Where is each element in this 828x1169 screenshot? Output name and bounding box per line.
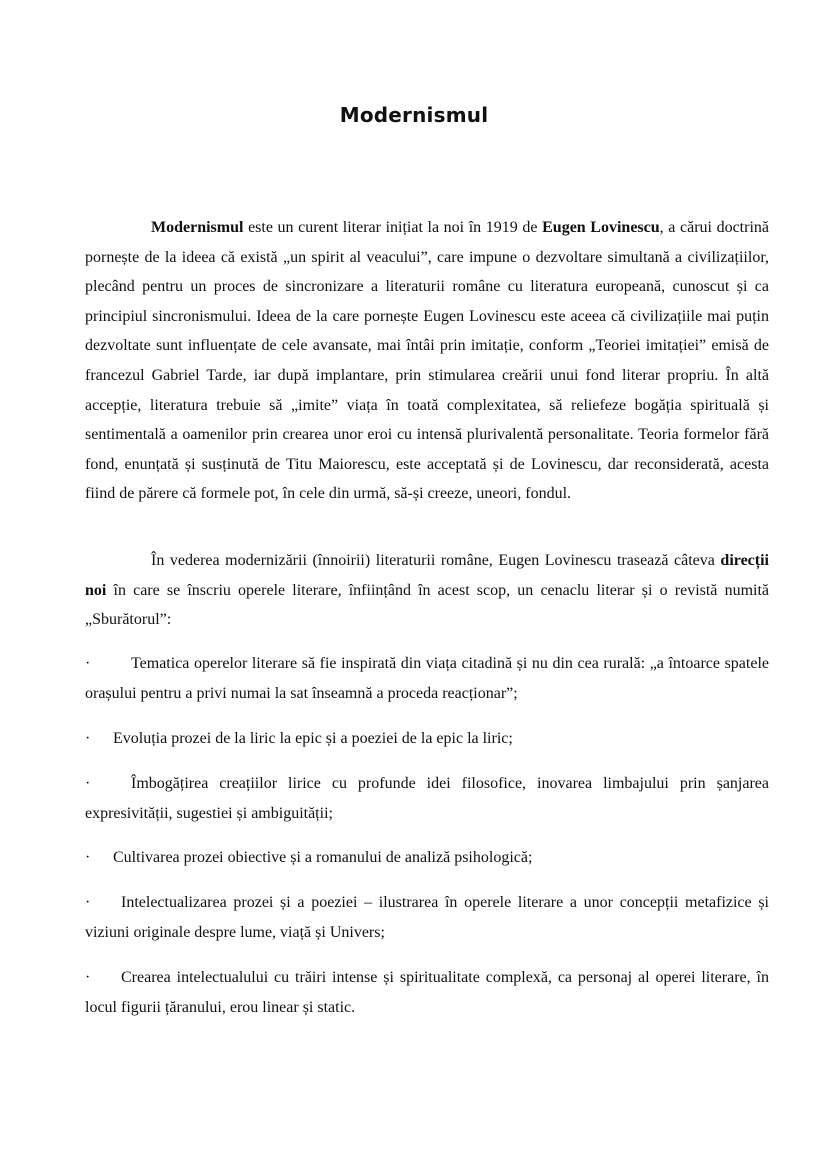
bullet-icon: · [85,969,91,986]
bold-term-directii-noi: direcții noi [85,552,769,599]
list-item [85,963,769,1022]
paragraph-text: , a cărui doctrină pornește de la ideea că există „un spirit al veacului”, care impune o dezvoltare simultană a civilizațiilor, plecând pentru un proces de sincronizare a literaturii române cu literatura europeană, cunoscut și ca principiul sincronismului. Ideea de la care pornește Eugen Lovinescu este aceea că civilizațiile mai puțin dezvoltate sunt influențate de cele avansate, mai întâi prin imitație, conform „Teoriei imitației” emisă de francezul Gabriel Tarde, iar după implantare, prin stimularea creării unui fond literar propriu. În altă accepție, literatura trebuie să „imite” viața în toată complexitatea, să reliefeze bogăția spirituală și sentimentală a oamenilor prin crearea unor eroi cu intensă plurivalentă personalitate. Teoria formelor fără fond, enunțată și susținută de Titu Maiorescu, este acceptată și de Lovinescu, dar reconsiderată, acesta fiind de părere că formele pot, în cele din urmă, să-și creeze, uneori, fondul. [85,219,769,503]
paragraph-text: În vederea modernizării (înnoirii) literaturii române, Eugen Lovinescu trasează câteva [151,552,721,569]
paragraph-intro [85,213,769,509]
bold-name-lovinescu: Eugen Lovinescu [542,219,660,236]
list-item [85,888,769,947]
list-item-text: Îmbogățirea creațiilor lirice cu profunde idei filosofice, inovarea limbajului prin șanjarea expresivității, sugestiei și ambiguității; [85,775,769,822]
paragraph-text: este un curent literar inițiat la noi în 1919 de [243,219,543,236]
list-item-text: Cultivarea prozei obiective și a romanului de analiză psihologică; [113,849,533,866]
list-item-text: Tematica operelor literare să fie inspirată din viața citadină și nu din cea rurală: „a întoarce spatele orașului pentru a privi numai la sat înseamnă a proceda reacționar”; [85,655,769,702]
bullet-icon: · [85,894,91,911]
list-item-text: Intelectualizarea prozei și a poeziei – ilustrarea în operele literare a unor concepții metafizice și viziuni originale despre lume, viață și Univers; [85,894,769,941]
list-item [85,769,769,828]
bullet-icon: · [85,775,91,792]
list-item [85,724,769,754]
page-title: Modernismul [339,103,489,127]
bullet-icon: · [85,849,91,866]
list-item-text: Crearea intelectualului cu trăiri intense și spiritualitate complexă, ca personaj al operei literare, în locul figurii țăranului, erou linear și static. [85,969,769,1016]
list-item-text: Evoluția prozei de la liric la epic și a poeziei de la epic la liric; [113,730,513,747]
bullet-icon: · [85,730,91,747]
paragraph-text: în care se înscriu operele literare, înființând în acest scop, un cenaclu literar și o revistă numită „Sburătorul”: [85,581,769,629]
bullet-icon: · [85,655,91,672]
list-item [85,843,769,873]
list-item [85,649,769,708]
paragraph-directions [85,546,769,635]
bold-term-modernismul: Modernismul [151,219,244,236]
